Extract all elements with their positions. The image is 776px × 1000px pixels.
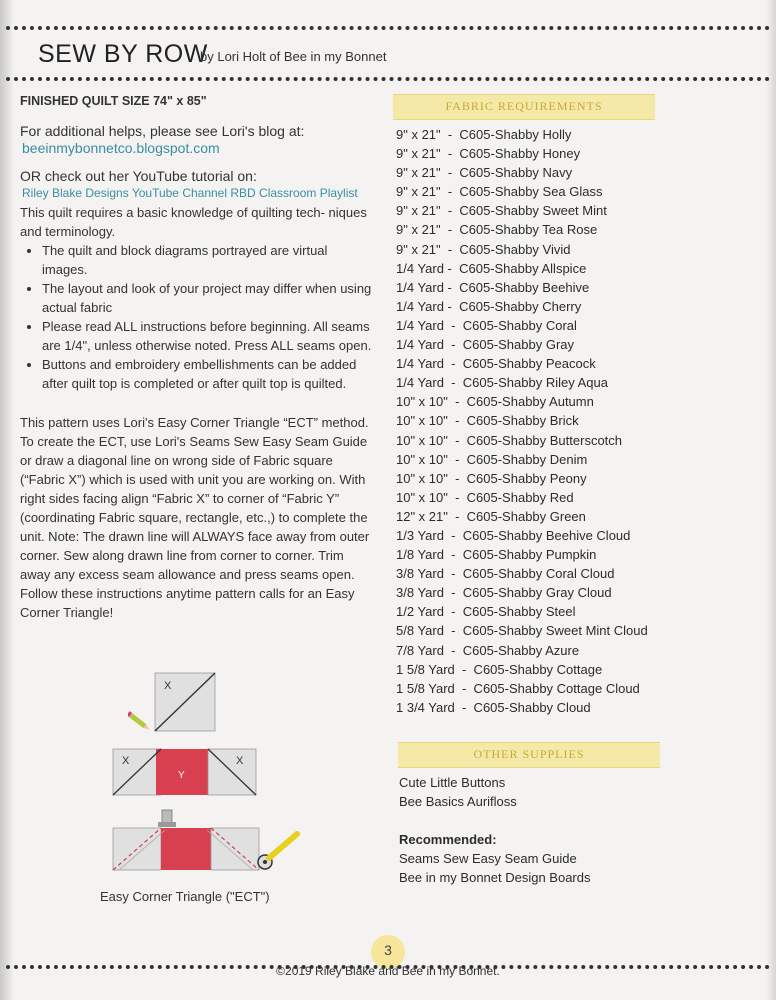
list-item: 3/8 Yard - C605-Shabby Gray Cloud: [396, 585, 612, 601]
youtube-label: OR check out her YouTube tutorial on:: [20, 168, 257, 184]
diagram-caption: Easy Corner Triangle ("ECT"): [100, 889, 270, 904]
page-subtitle: by Lori Holt of Bee in my Bonnet: [200, 49, 387, 64]
list-item: 1/4 Yard - C605-Shabby Peacock: [396, 356, 596, 372]
list-item: 9" x 21" - C605-Shabby Sweet Mint: [396, 203, 607, 219]
instructions-column: [20, 92, 375, 622]
page-shadow-left: [0, 0, 14, 1000]
list-item: 1 5/8 Yard - C605-Shabby Cottage Cloud: [396, 680, 640, 696]
list-item: 1/4 Yard - C605-Shabby Coral: [396, 317, 577, 333]
list-item: 9" x 21" - C605-Shabby Navy: [396, 165, 573, 181]
page-shadow-right: [766, 0, 776, 1000]
list-item: 3/8 Yard - C605-Shabby Coral Cloud: [396, 566, 615, 582]
list-item: 9" x 21" - C605-Shabby Honey: [396, 146, 581, 162]
finished-quilt-size: FINISHED QUILT SIZE 74" x 85": [20, 94, 207, 108]
rotary-cutter-icon: [258, 834, 297, 869]
fabric-x-label: X: [164, 680, 172, 692]
recommended-heading: Recommended:: [399, 832, 497, 847]
page-title: SEW BY ROW: [38, 40, 208, 68]
recommended-section: [399, 830, 591, 887]
list-item: Seams Sew Easy Seam Guide: [399, 851, 577, 866]
list-item: 7/8 Yard - C605-Shabby Azure: [396, 642, 580, 658]
fabric-list: [396, 125, 648, 717]
other-supplies-banner: [398, 742, 660, 768]
list-item: Cute Little Buttons: [399, 775, 506, 790]
fabric-x-label: X: [236, 755, 244, 767]
list-item: 10" x 10" - C605-Shabby Denim: [396, 451, 588, 467]
list-item: 9" x 21" - C605-Shabby Vivid: [396, 241, 571, 257]
blog-link[interactable]: beeinmybonnetco.blogspot.com: [22, 140, 220, 156]
list-item: Bee in my Bonnet Design Boards: [399, 870, 591, 885]
list-item: Bee Basics Aurifloss: [399, 794, 517, 809]
ect-instructions: This pattern uses Lori's Easy Corner Triangle “ECT” method. To create the ECT, use Lori's Seams Sew Easy Seam Guide or draw a diagonal line on wrong side of Fabric square (“Fabric X”) which is used with unit you are working on. With right sides facing align “Fabric X” to corner of “Fabric Y” (coordinating Fabric square, rectangle, etc.,) to complete the unit. Note: The drawn line will ALWAYS face away from outer corner. Sew along drawn line from corner to corner. Trim away any excess seam allowance and press seams open. Follow these instructions anytime pattern calls for an Easy Corner Triangle!: [20, 415, 370, 620]
list-item: 10" x 10" - C605-Shabby Peony: [396, 470, 587, 486]
list-item: 9" x 21" - C605-Shabby Sea Glass: [396, 184, 603, 200]
fabric-x-label: X: [122, 755, 130, 767]
list-item: 1/3 Yard - C605-Shabby Beehive Cloud: [396, 527, 631, 543]
list-item: 10" x 10" - C605-Shabby Red: [396, 489, 574, 505]
pencil-icon: [128, 711, 151, 732]
copyright-footer: ©2019 Riley Blake and Bee in my Bonnet.: [276, 964, 500, 978]
fabric-requirements-banner: [393, 94, 655, 120]
fabric-y-label: Y: [178, 770, 185, 781]
sewing-foot-icon: [158, 810, 176, 827]
list-item: 1/2 Yard - C605-Shabby Steel: [396, 604, 576, 620]
top-dotted-border: [6, 26, 770, 30]
list-item: 1/8 Yard - C605-Shabby Pumpkin: [396, 547, 597, 563]
page-number: 3: [371, 935, 405, 969]
list-item: 9" x 21" - C605-Shabby Holly: [396, 127, 572, 142]
list-item: 5/8 Yard - C605-Shabby Sweet Mint Cloud: [396, 623, 648, 639]
header-dotted-divider: [6, 77, 770, 81]
blog-label: For additional helps, please see Lori's blog at:: [20, 123, 305, 139]
ect-step-2-diagram: [108, 742, 268, 800]
skill-requirement: This quilt requires a basic knowledge of quilting tech- niques and terminology.: [20, 205, 367, 239]
fabric-requirements-heading: FABRIC REQUIREMENTS: [445, 99, 603, 113]
list-item: 10" x 10" - C605-Shabby Brick: [396, 413, 579, 429]
list-item: 1/4 Yard - C605-Shabby Riley Aqua: [396, 375, 608, 391]
list-item: 1/4 Yard - C605-Shabby Gray: [396, 337, 575, 353]
ect-step-3-diagram: [105, 804, 315, 880]
other-supplies-heading: OTHER SUPPLIES: [473, 747, 585, 761]
supplies-list: [399, 773, 517, 811]
list-item: 10" x 10" - C605-Shabby Autumn: [396, 394, 594, 410]
list-item: 1/4 Yard - C605-Shabby Beehive: [396, 279, 590, 295]
note-item: • The quilt and block diagrams portrayed are virtual images.: [42, 241, 375, 279]
list-item: 1 3/4 Yard - C605-Shabby Cloud: [396, 699, 591, 715]
ect-step-1-diagram: [128, 667, 228, 739]
youtube-link[interactable]: Riley Blake Designs YouTube Channel RBD Classroom Playlist: [22, 186, 358, 200]
note-item: • The layout and look of your project may differ when using actual fabric: [42, 279, 375, 317]
list-item: 1/4 Yard - C605-Shabby Cherry: [396, 298, 582, 314]
list-item: 1/4 Yard - C605-Shabby Allspice: [396, 260, 587, 276]
list-item: 10" x 10" - C605-Shabby Butterscotch: [396, 432, 623, 448]
notes-list: [20, 241, 375, 393]
note-item: • Buttons and embroidery embellishments can be added after quilt top is completed or after quilt top is quilted.: [42, 355, 375, 393]
list-item: 12" x 21" - C605-Shabby Green: [396, 508, 586, 524]
list-item: 9" x 21" - C605-Shabby Tea Rose: [396, 222, 598, 238]
list-item: 1 5/8 Yard - C605-Shabby Cottage: [396, 661, 603, 677]
note-item: • Please read ALL instructions before beginning. All seams are 1/4", unless otherwise noted. Press ALL seams open.: [42, 317, 375, 355]
